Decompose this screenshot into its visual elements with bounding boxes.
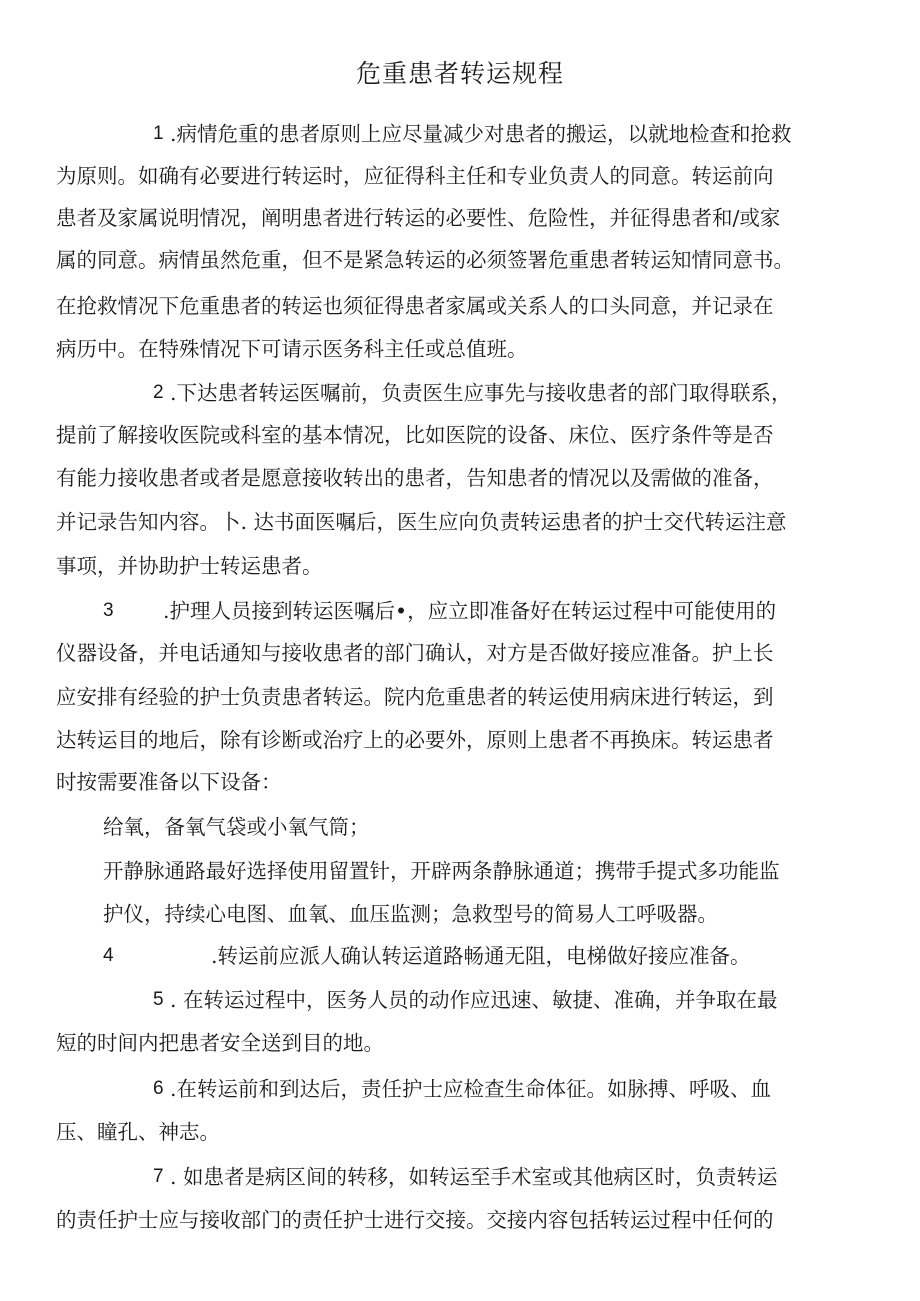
document-title: 危重患者转运规程 — [355, 59, 564, 88]
section-3-line-2: 仪器设备，并电话通知与接收患者的部门确认，对方是否做好接应准备。护上长 — [56, 641, 774, 665]
section-1-line-6: 病历中。在特殊情况下可请示医务科主任或总值班。 — [56, 337, 528, 361]
section-1-line-5: 在抢救情况下危重患者的转运也须征得患者家属或关系人的口头同意，并记录在 — [56, 294, 774, 318]
section-5-line-2: 短的时间内把患者安全送到目的地。 — [56, 1031, 384, 1055]
section-6-line-1: .在转运前和到达后，责任护士应检查生命体征。如脉搏、呼吸、血 — [170, 1077, 772, 1101]
section-6-number: 6 — [153, 1078, 164, 1099]
section-3-item-iv-line-2: 护仪，持续心电图、血氧、血压监测；急救型号的简易人工呼吸器。 — [103, 902, 718, 926]
section-3-item-oxygen: 给氧，备氧气袋或小氧气筒； — [103, 815, 370, 839]
section-5-number: 5 — [153, 989, 164, 1010]
section-4-line-1: .转运前应派人确认转运道路畅通无阻，电梯做好接应准备。 — [211, 944, 751, 968]
section-3-line-5: 时按需要准备以下设备： — [56, 770, 282, 794]
section-2-number: 2 — [153, 382, 164, 403]
section-4-number: 4 — [103, 945, 114, 966]
section-7-line-2: 的责任护士应与接收部门的责任护士进行交接。交接内容包括转运过程中任何的 — [56, 1208, 774, 1232]
section-1-line-1: .病情危重的患者原则上应尽量减少对患者的搬运，以就地检查和抢救 — [170, 122, 792, 146]
section-1-line-2: 为原则。如确有必要进行转运时，应征得科主任和专业负责人的同意。转运前向 — [56, 164, 774, 188]
section-3-item-iv-line-1: 开静脉通路最好选择使用留置针，开辟两条静脉通道；携带手提式多功能监 — [103, 859, 780, 883]
section-5-line-1: . 在转运过程中，医务人员的动作应迅速、敏捷、准确，并争取在最 — [170, 988, 778, 1012]
section-2-line-2: 提前了解接收医院或科室的基本情况，比如医院的设备、床位、医疗条件等是否 — [56, 423, 774, 447]
section-6-line-2: 压、瞳孔、神志。 — [56, 1120, 220, 1144]
section-7-line-1: . 如患者是病区间的转移，如转运至手术室或其他病区时，负责转运 — [170, 1165, 778, 1189]
section-3-line-4: 达转运目的地后，除有诊断或治疗上的必要外，原则上患者不再换床。转运患者 — [56, 728, 774, 752]
section-1-number: 1 — [153, 123, 164, 144]
section-2-line-5: 事项，并协助护士转运患者。 — [56, 554, 323, 578]
section-1-line-3: 患者及家属说明情况，阐明患者进行转运的必要性、危险性，并征得患者和/或家 — [56, 206, 781, 230]
section-2-line-3: 有能力接收患者或者是愿意接收转出的患者，告知患者的情况以及需做的准备， — [56, 466, 774, 490]
section-3-number: 3 — [103, 600, 114, 621]
section-7-number: 7 — [153, 1166, 164, 1187]
section-2-line-4: 并记录告知内容。卜. 达书面医嘱后，医生应向负责转运患者的护士交代转运注意 — [56, 510, 787, 534]
section-2-line-1: .下达患者转运医嘱前，负责医生应事先与接收患者的部门取得联系， — [170, 381, 792, 405]
section-3-line-1: .护理人员接到转运医嘱后•，应立即准备好在转运过程中可能使用的 — [163, 599, 777, 623]
section-1-line-4: 属的同意。病情虽然危重，但不是紧急转运的必须签署危重患者转运知情同意书。 — [56, 248, 794, 272]
section-3-line-3: 应安排有经验的护士负责患者转运。院内危重患者的转运使用病床进行转运，到 — [56, 685, 774, 709]
